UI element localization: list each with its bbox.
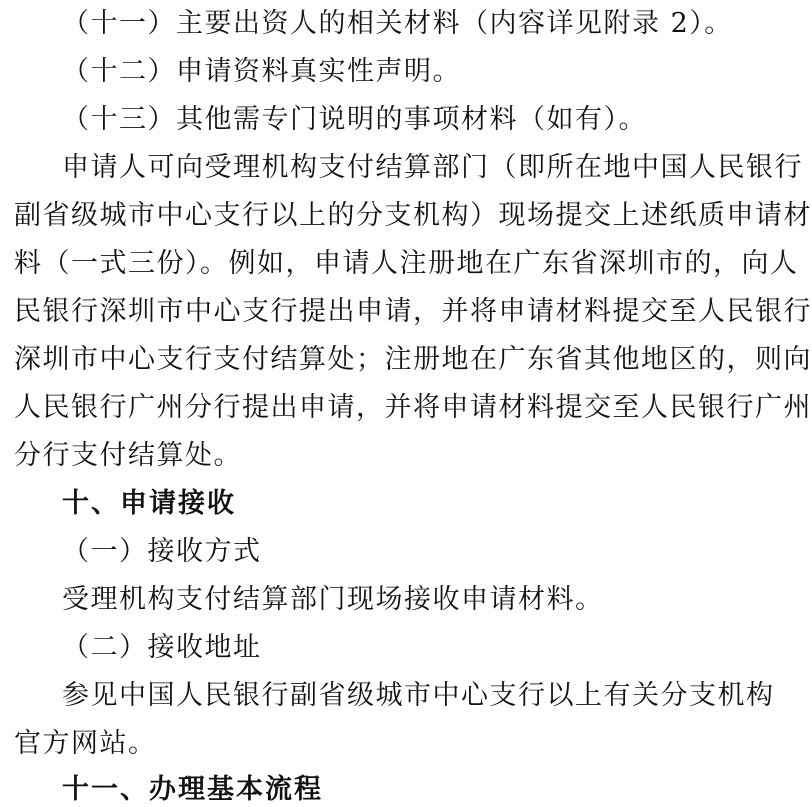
paragraph-line: 深圳市中心支行支付结算处；注册地在广东省其他地区的，则向 (14, 344, 812, 375)
paragraph-line: 参见中国人民银行副省级城市中心支行以上有关分支机构 (62, 680, 775, 711)
paragraph-line: 分行支付结算处。 (14, 440, 242, 471)
section-heading-basic-process: 十一、办理基本流程 (62, 774, 323, 805)
item-12-authenticity-statement: （十二）申请资料真实性声明。 (62, 56, 461, 87)
paragraph-line: 官方网站。 (14, 728, 157, 759)
paragraph-line: 料（一式三份）。例如，申请人注册地在广东省深圳市的，向人 (14, 248, 799, 279)
item-11-main-investor-materials: （十一）主要出资人的相关材料（内容详见附录 2）。 (62, 8, 733, 39)
section-heading-application-receipt: 十、申请接收 (62, 488, 236, 519)
paragraph-line: 申请人可向受理机构支付结算部门（即所在地中国人民银行 (62, 152, 803, 183)
subheading-receipt-method: （一）接收方式 (62, 536, 262, 567)
item-13-other-materials: （十三）其他需专门说明的事项材料（如有）。 (62, 104, 647, 135)
paragraph-line: 人民银行广州分行提出申请，并将申请材料提交至人民银行广州 (14, 392, 812, 423)
paragraph-line: 受理机构支付结算部门现场接收申请材料。 (62, 584, 604, 615)
paragraph-line: 民银行深圳市中心支行提出申请，并将申请材料提交至人民银行 (14, 296, 812, 327)
paragraph-line: 副省级城市中心支行以上的分支机构）现场提交上述纸质申请材 (14, 200, 812, 231)
subheading-receipt-address: （二）接收地址 (62, 632, 262, 663)
